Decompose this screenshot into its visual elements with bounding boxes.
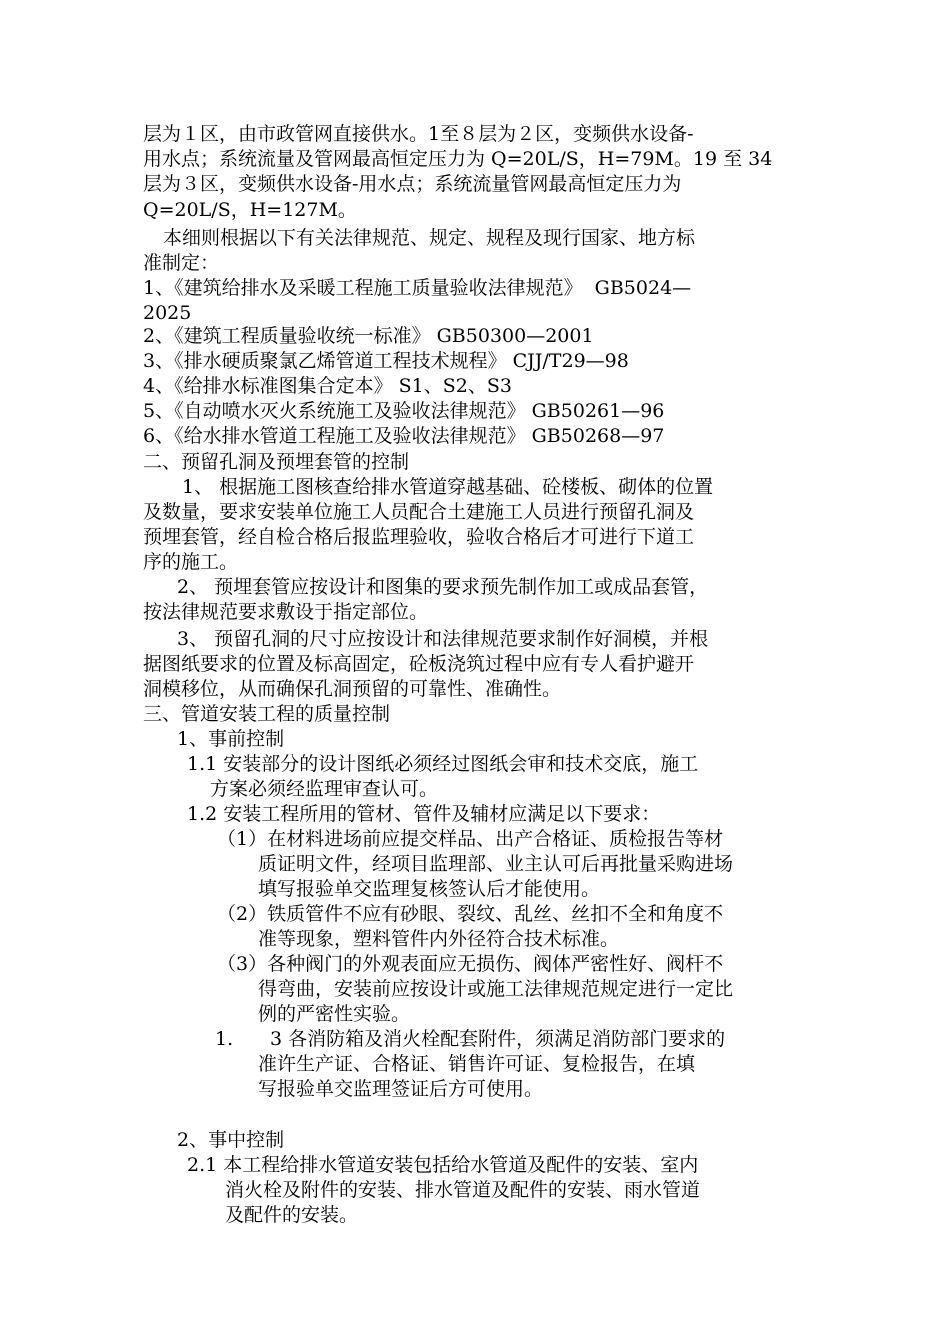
reference-item: 2025 bbox=[143, 302, 192, 324]
text-line: 层为１区，由市政管网直接供水。1至８层为２区，变频供水设备- bbox=[143, 123, 694, 145]
reference-item: 2、《建筑工程质量验收统一标准》 GB50300—2001 bbox=[143, 325, 594, 347]
text-line: 准许生产证、合格证、销售许可证、复检报告，在填 bbox=[258, 1053, 696, 1075]
text-line: 1.2 安装工程所用的管材、管件及辅材应满足以下要求： bbox=[187, 803, 661, 825]
reference-item: 6、《给水排水管道工程施工及验收法律规范》 GB50268—97 bbox=[143, 425, 665, 447]
text-line: （1）在材料进场前应提交样品、出产合格证、质检报告等材 bbox=[217, 828, 724, 850]
text-line: 质证明文件，经项目监理部、业主认可后再批量采购进场 bbox=[258, 853, 734, 875]
text-line: 方案必须经监理审查认可。 bbox=[210, 778, 439, 800]
section-heading: 三、管道安装工程的质量控制 bbox=[143, 703, 391, 725]
text-line: 按法律规范要求敷设于指定部位。 bbox=[143, 601, 429, 623]
text-line: Q=20L/S，H=127M。 bbox=[143, 199, 357, 221]
reference-item: 1、《建筑给排水及采暖工程施工质量验收法律规范》 GB5024— bbox=[143, 277, 692, 299]
text-line: 写报验单交监理签证后方可使用。 bbox=[258, 1078, 544, 1100]
text-line: 3 各消防箱及消火栓配套附件，须满足消防部门要求的 bbox=[270, 1028, 726, 1050]
text-line: 3、 预留孔洞的尺寸应按设计和法律规范要求制作好洞模，并根 bbox=[177, 628, 709, 650]
text-line: 2.1 本工程给排水管道安装包括给水管道及配件的安装、室内 bbox=[187, 1154, 699, 1176]
subsection-heading: 1、事前控制 bbox=[177, 728, 285, 750]
text-line: 2、 预埋套管应按设计和图集的要求预先制作加工或成品套管， bbox=[177, 576, 709, 598]
text-line: 据图纸要求的位置及标高固定，砼板浇筑过程中应有专人看护避开 bbox=[143, 653, 695, 675]
text-line: 用水点；系统流量及管网最高恒定压力为 Q=20L/S，H=79M。19 至 34 bbox=[143, 148, 773, 170]
text-line: （3）各种阀门的外观表面应无损伤、阀体严密性好、阀杆不 bbox=[217, 953, 724, 975]
subsection-heading: 2、事中控制 bbox=[177, 1129, 285, 1151]
text-line: 填写报验单交监理复核签认后才能使用。 bbox=[258, 878, 601, 900]
text-line: （2）铁质管件不应有砂眼、裂纹、乱丝、丝扣不全和角度不 bbox=[217, 903, 724, 925]
text-line: 洞模移位，从而确保孔洞预留的可靠性、准确性。 bbox=[143, 678, 562, 700]
reference-item: 5、《自动喷水灭火系统施工及验收法律规范》 GB50261—96 bbox=[143, 400, 665, 422]
text-line: 1.1 安装部分的设计图纸必须经过图纸会审和技术交底，施工 bbox=[187, 753, 699, 775]
list-number: 1. bbox=[215, 1028, 234, 1050]
text-line: 序的施工。 bbox=[143, 551, 239, 573]
text-line: 得弯曲，安装前应按设计或施工法律规范规定进行一定比 bbox=[258, 978, 734, 1000]
text-line: 例的严密性实验。 bbox=[258, 1003, 411, 1025]
text-line: 本细则根据以下有关法律规范、规定、规程及现行国家、地方标 bbox=[163, 227, 696, 249]
text-line: 消火栓及附件的安装、排水管道及配件的安装、雨水管道 bbox=[225, 1179, 701, 1201]
text-line: 预埋套管，经自检合格后报监理验收，验收合格后才可进行下道工 bbox=[143, 526, 695, 548]
section-heading: 二、预留孔洞及预埋套管的控制 bbox=[143, 451, 410, 473]
text-line: 及配件的安装。 bbox=[225, 1204, 359, 1226]
text-line: 准等现象，塑料管件内外径符合技术标准。 bbox=[258, 928, 620, 950]
reference-item: 4、《给排水标准图集合定本》 S1、S2、S3 bbox=[143, 375, 512, 397]
reference-item: 3、《排水硬质聚氯乙烯管道工程技术规程》 CJJ/T29—98 bbox=[143, 350, 629, 372]
text-line: 1、 根据施工图核查给排水管道穿越基础、砼楼板、砌体的位置 bbox=[182, 476, 714, 498]
text-line: 及数量，要求安装单位施工人员配合土建施工人员进行预留孔洞及 bbox=[143, 501, 695, 523]
text-line: 准制定： bbox=[143, 252, 220, 274]
text-line: 层为３区，变频供水设备-用水点；系统流量管网最高恒定压力为 bbox=[143, 173, 682, 195]
